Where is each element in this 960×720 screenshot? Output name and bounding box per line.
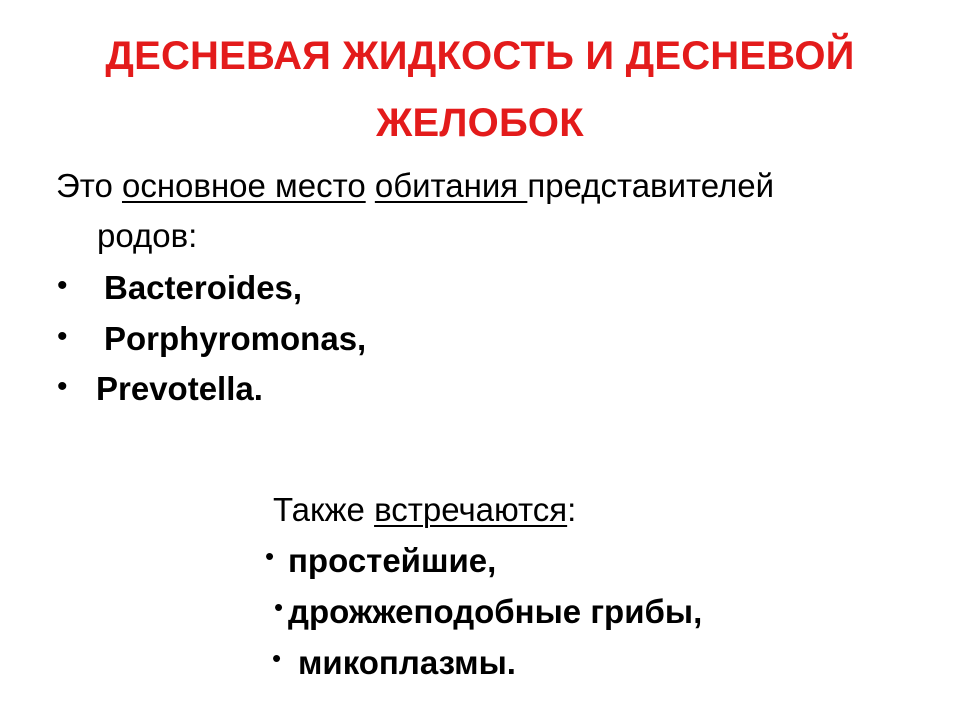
intro-space: [366, 167, 375, 204]
intro-prefix: Это: [56, 167, 122, 204]
also-underlined: встречаются: [374, 491, 568, 528]
organism-item: дрожжеподобные грибы,: [288, 593, 703, 630]
also-found-text: [273, 493, 576, 526]
slide-title-line-1: ДЕСНЕВАЯ ЖИДКОСТЬ И ДЕСНЕВОЙ: [105, 34, 855, 78]
bullet-icon: •: [57, 370, 68, 403]
genus-item: Bacteroides,: [104, 269, 303, 306]
intro-underlined-habitat: обитания: [374, 167, 528, 204]
bullet-icon: •: [265, 541, 275, 571]
organism-item: простейшие,: [288, 542, 497, 579]
genus-item: Porphyromonas,: [104, 320, 367, 357]
intro-text-line-1: [56, 169, 774, 202]
bullet-icon: •: [57, 320, 68, 353]
also-suffix: :: [567, 491, 577, 528]
slide-title-line-2: ЖЕЛОБОК: [376, 101, 584, 145]
bullet-icon: •: [272, 643, 282, 673]
bullet-icon: •: [274, 592, 284, 622]
organism-item: микоплазмы.: [298, 644, 516, 681]
bullet-icon: •: [57, 269, 68, 302]
intro-underlined-place: основное место: [121, 167, 366, 204]
intro-text-line-2: родов:: [97, 217, 198, 254]
genus-item: Prevotella.: [96, 370, 263, 407]
also-prefix: Также: [273, 491, 375, 528]
intro-rest: представителей: [527, 167, 775, 204]
